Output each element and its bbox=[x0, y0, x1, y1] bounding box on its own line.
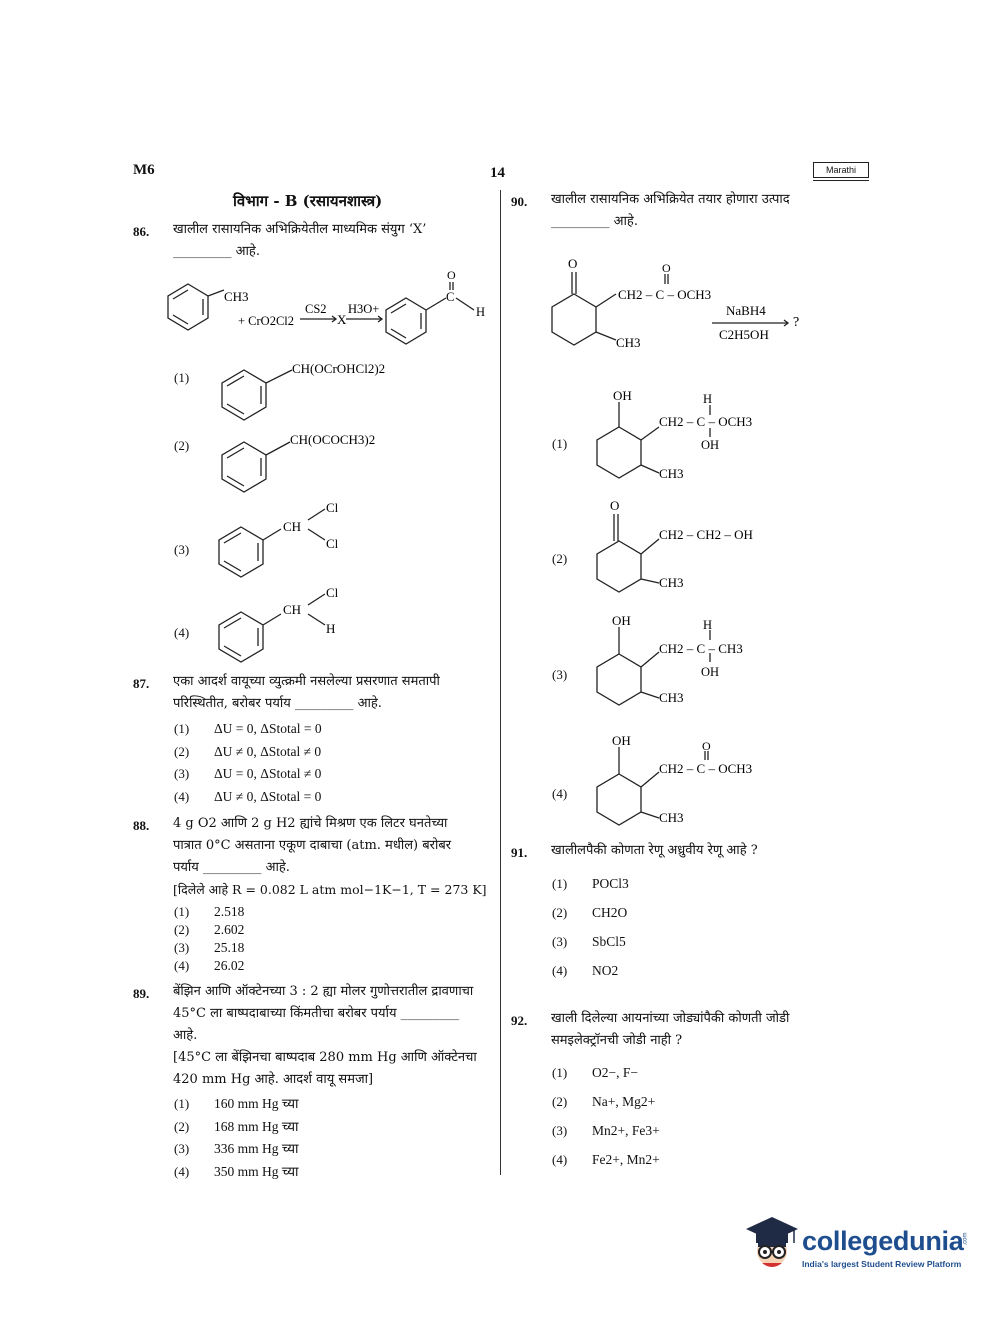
q92-options bbox=[552, 1062, 660, 1178]
q86-line1: खालील रासायनिक अभिक्रियेतील माध्यमिक संयुग ‘X’ bbox=[173, 222, 427, 237]
paper-code: M6 bbox=[133, 162, 155, 178]
q86-line2: _________ आहे. bbox=[173, 244, 260, 259]
q90-ch3: CH3 bbox=[616, 335, 641, 350]
q86-option-3-cl-a: Cl bbox=[326, 500, 339, 515]
q92-option-1[interactable]: (1) O2−, F− bbox=[552, 1065, 638, 1080]
q86-reagent: + CrO2Cl2 bbox=[238, 314, 295, 328]
q90-option-4-oh: OH bbox=[612, 733, 631, 748]
collegedunia-mascot-icon bbox=[742, 1213, 800, 1279]
q92-option-3[interactable]: (3) Mn2+, Fe3+ bbox=[552, 1123, 660, 1138]
q92-line1: खाली दिलेल्या आयनांच्या जोड्यांपैकी कोणती जोडी bbox=[551, 1011, 790, 1026]
q90-option-3-chain-oh: OH bbox=[701, 665, 720, 679]
q87-text bbox=[173, 671, 493, 715]
q86-ch3: CH3 bbox=[224, 289, 249, 304]
collegedunia-tagline: India's largest Student Review Platform bbox=[802, 1259, 962, 1269]
q90-option-2-ch3: CH3 bbox=[659, 575, 684, 590]
q90-option-3-oh: OH bbox=[612, 613, 631, 628]
q87-line1: एका आदर्श वायूच्या व्युत्क्रमी नसलेल्या प्रसरणात समतापी bbox=[173, 674, 440, 689]
q89-option-1[interactable]: (1) 160 mm Hg च्या bbox=[174, 1096, 299, 1111]
q89-line1: बेंझिन आणि ऑक्टेनच्या 3 : 2 ह्या मोलर गुणोत्तरातील द्रावणाचा bbox=[173, 984, 474, 999]
q86-option-4-number[interactable]: (4) bbox=[174, 625, 190, 640]
q90-option-2-structure[interactable] bbox=[585, 495, 815, 595]
header-rule bbox=[813, 180, 869, 181]
q89-option-2[interactable]: (2) 168 mm Hg च्या bbox=[174, 1118, 299, 1134]
q89-line3: आहे. bbox=[173, 1028, 198, 1043]
language-label: Marathi bbox=[813, 162, 869, 178]
q86-h3o: H3O+ bbox=[348, 302, 380, 316]
q86-option-2-structure[interactable] bbox=[210, 420, 440, 495]
q90-carbonyl-o: O bbox=[662, 261, 671, 275]
q90-option-3-chain: CH2 – C – CH3 bbox=[659, 641, 743, 656]
q87-options bbox=[174, 718, 322, 808]
q86-option-1-structure[interactable] bbox=[210, 350, 440, 425]
q90-option-1-h: H bbox=[703, 392, 713, 406]
q90-option-1-chain-oh: OH bbox=[701, 438, 720, 452]
page-number: 14 bbox=[490, 165, 505, 181]
q90-text bbox=[551, 189, 869, 233]
q91-option-2[interactable]: (2) CH2O bbox=[552, 905, 628, 920]
q90-option-1-ch3: CH3 bbox=[659, 466, 684, 481]
q90-option-2-number[interactable]: (2) bbox=[552, 551, 568, 566]
q86-option-4-h: H bbox=[326, 621, 336, 636]
q86-option-2-number[interactable]: (2) bbox=[174, 438, 190, 453]
q90-option-3-ch3: CH3 bbox=[659, 690, 684, 705]
q91-option-1[interactable]: (1) POCl3 bbox=[552, 876, 629, 891]
q88-option-3[interactable]: (3) 25.18 bbox=[174, 940, 245, 955]
q90-option-3-h: H bbox=[703, 618, 713, 632]
q86-option-3-ch: CH bbox=[283, 519, 302, 534]
q86-option-4-structure[interactable] bbox=[205, 580, 405, 670]
q88-line1: 4 g O2 आणि 2 g H2 ह्यांचे मिश्रण एक लिटर घनतेच्या bbox=[173, 816, 448, 831]
q90-option-3-structure[interactable] bbox=[585, 610, 815, 710]
q87-number: 87. bbox=[133, 676, 150, 691]
q86-option-3-structure[interactable] bbox=[205, 495, 405, 585]
q88-option-4[interactable]: (4) 26.02 bbox=[174, 958, 245, 973]
q86-option-2-sub: CH(OCOCH3)2 bbox=[290, 432, 376, 447]
q90-option-4-number[interactable]: (4) bbox=[552, 786, 568, 801]
q90-line1: खालील रासायनिक अभिक्रियेत तयार होणारा उत्पाद bbox=[551, 192, 790, 207]
q90-option-1-chain: CH2 – C – OCH3 bbox=[659, 414, 753, 429]
q88-options bbox=[174, 901, 244, 973]
q90-option-3-number[interactable]: (3) bbox=[552, 667, 568, 682]
q92-line2: समइलेक्ट्रॉनची जोडी नाही ? bbox=[551, 1033, 683, 1048]
q88-text bbox=[173, 813, 495, 901]
q86-option-3-number[interactable]: (3) bbox=[174, 542, 190, 557]
q90-reagent-top: NaBH4 bbox=[726, 303, 766, 318]
q89-text bbox=[173, 981, 495, 1091]
q87-option-4[interactable]: (4) ΔU ≠ 0, ΔStotal = 0 bbox=[174, 788, 322, 804]
q90-reagent-bottom: C2H5OH bbox=[719, 327, 769, 342]
q86-c: C bbox=[446, 290, 455, 304]
collegedunia-logo-com: .com bbox=[962, 1232, 969, 1246]
q90-option-4-chain: CH2 – C – OCH3 bbox=[659, 761, 753, 776]
q88-option-2[interactable]: (2) 2.602 bbox=[174, 922, 245, 937]
q86-option-1-number[interactable]: (1) bbox=[174, 370, 190, 385]
q88-option-1[interactable]: (1) 2.518 bbox=[174, 904, 245, 919]
q86-x: X bbox=[337, 312, 347, 327]
q91-option-4[interactable]: (4) NO2 bbox=[552, 963, 619, 978]
q86-text bbox=[173, 219, 493, 263]
q89-number: 89. bbox=[133, 986, 150, 1001]
q89-line5: 420 mm Hg आहे. आदर्श वायू समजा] bbox=[173, 1072, 374, 1087]
q86-number: 86. bbox=[133, 224, 150, 239]
q89-line4: [45°C ला बेंझिनचा बाष्पदाब 280 mm Hg आणि ऑक्टेनचा bbox=[173, 1050, 477, 1065]
q89-option-4[interactable]: (4) 350 mm Hg च्या bbox=[174, 1163, 299, 1179]
q92-option-2[interactable]: (2) Na+, Mg2+ bbox=[552, 1094, 656, 1109]
q88-number: 88. bbox=[133, 818, 150, 833]
section-title: विभाग - B (रसायनशास्त्र) bbox=[233, 192, 383, 210]
collegedunia-logo-text: collegedunia bbox=[802, 1226, 964, 1256]
q92-number: 92. bbox=[511, 1013, 528, 1028]
q86-h: H bbox=[476, 305, 486, 319]
q87-option-1[interactable]: (1) ΔU = 0, ΔStotal = 0 bbox=[174, 721, 322, 736]
q90-number: 90. bbox=[511, 194, 528, 209]
q90-option-4-structure[interactable] bbox=[585, 730, 815, 830]
q87-option-2[interactable]: (2) ΔU ≠ 0, ΔStotal ≠ 0 bbox=[174, 743, 322, 759]
q90-option-2-chain: CH2 – CH2 – OH bbox=[659, 527, 753, 542]
column-divider bbox=[500, 190, 501, 1175]
q90-chain: CH2 – C – OCH3 bbox=[618, 287, 712, 302]
q90-option-4-carbonyl-o: O bbox=[702, 739, 711, 753]
q86-option-4-cl: Cl bbox=[326, 585, 339, 600]
q91-option-3[interactable]: (3) SbCl5 bbox=[552, 934, 626, 949]
q89-line2: 45°C ला बाष्पदाबाच्या किंमतीचा बरोबर पर्याय _________ bbox=[173, 1006, 460, 1021]
q89-options bbox=[174, 1093, 299, 1183]
q91-options bbox=[552, 873, 629, 989]
q92-option-4[interactable]: (4) Fe2+, Mn2+ bbox=[552, 1152, 660, 1167]
q86-option-1-sub: CH(OCrOHCl2)2 bbox=[292, 361, 386, 376]
q90-option-1-oh: OH bbox=[613, 388, 632, 403]
q86-option-3-cl-b: Cl bbox=[326, 536, 339, 551]
q90-option-2-o: O bbox=[610, 498, 620, 513]
q89-option-3[interactable]: (3) 336 mm Hg च्या bbox=[174, 1141, 299, 1156]
q88-line2: पात्रात 0°C असताना एकूण दाबाचा (atm. मधील) बरोबर bbox=[173, 838, 452, 853]
q90-line2: _________ आहे. bbox=[551, 214, 638, 229]
q90-option-4-ch3: CH3 bbox=[659, 810, 684, 825]
q86-o: O bbox=[447, 268, 456, 282]
q87-option-3[interactable]: (3) ΔU = 0, ΔStotal ≠ 0 bbox=[174, 766, 322, 781]
q88-line4: [दिलेले आहे R = 0.082 L atm mol−1K−1, T = 273 K] bbox=[173, 882, 487, 897]
q86-reaction bbox=[150, 260, 500, 350]
q90-reaction bbox=[540, 252, 860, 362]
q90-question-mark: ? bbox=[793, 315, 800, 330]
q90-option-1-number[interactable]: (1) bbox=[552, 436, 568, 451]
q92-text bbox=[551, 1008, 869, 1052]
q90-o: O bbox=[568, 256, 578, 271]
q90-option-1-structure[interactable] bbox=[585, 385, 815, 485]
q91-text: खालीलपैकी कोणता रेणू अध्रुवीय रेणू आहे ? bbox=[551, 843, 758, 858]
q88-line3: पर्याय _________ आहे. bbox=[173, 860, 290, 875]
q86-cs2: CS2 bbox=[305, 302, 327, 316]
q91-number: 91. bbox=[511, 845, 528, 860]
q86-option-4-ch: CH bbox=[283, 602, 302, 617]
q87-line2: परिस्थितीत, बरोबर पर्याय _________ आहे. bbox=[173, 696, 382, 711]
